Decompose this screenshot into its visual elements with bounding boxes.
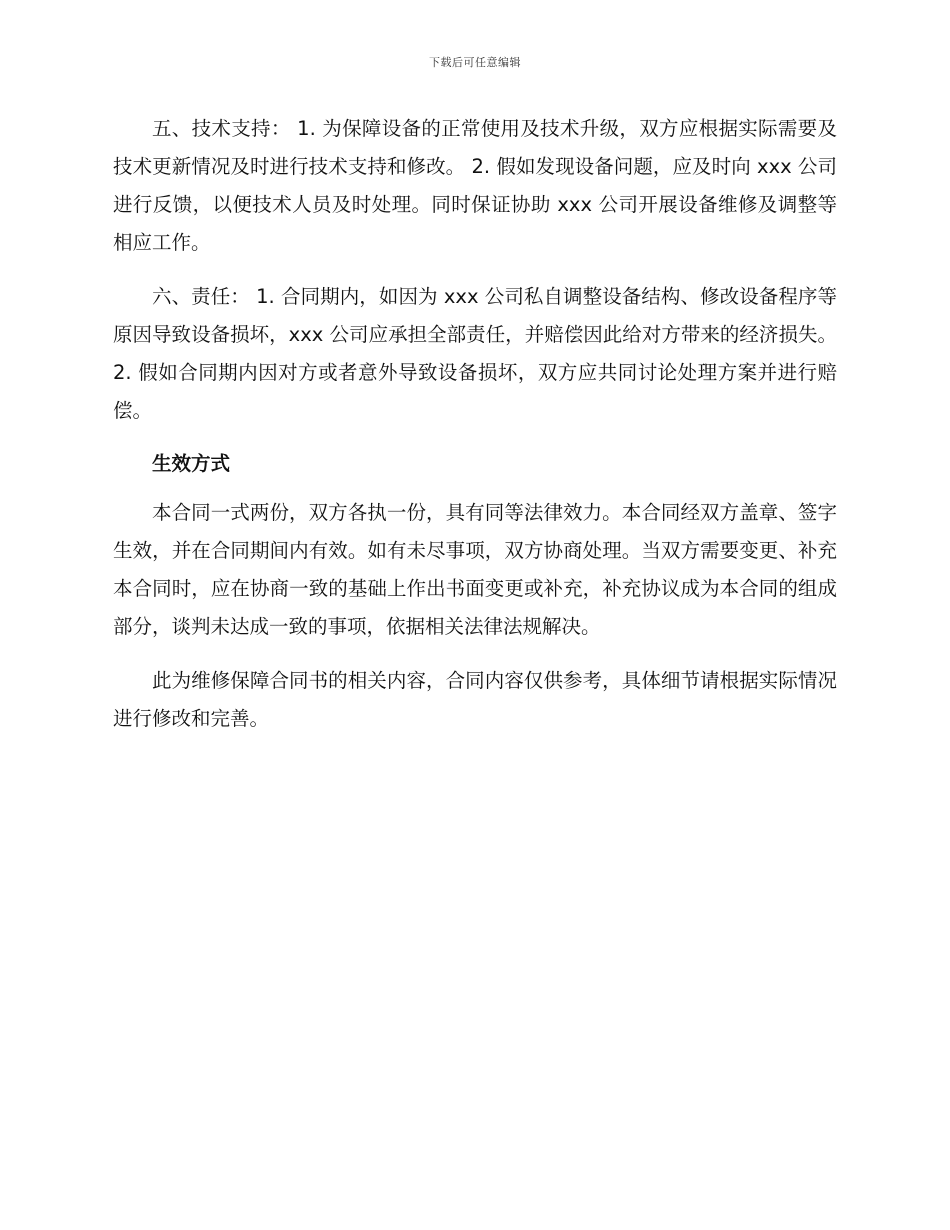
paragraph-effect-terms: 本合同一式两份，双方各执一份，具有同等法律效力。本合同经双方盖章、签字生效，并在合同期间内有效。如有未尽事项，双方协商处理。当双方需要变更、补充本合同时，应在协商一致的基础上作出书面变更或补充，补充协议成为本合同的组成部分，谈判未达成一致的事项，依据相关法律法规解决。 xyxy=(113,501,837,638)
paragraph-closing-note: 此为维修保障合同书的相关内容，合同内容仅供参考，具体细节请根据实际情况进行修改和完善。 xyxy=(113,669,837,730)
document-body xyxy=(113,110,837,754)
header-note: 下载后可任意编辑 xyxy=(429,56,521,69)
section-heading-effect: 生效方式 xyxy=(152,452,231,475)
paragraph-responsibility: 六、责任： 1. 合同期内，如因为 xxx 公司私自调整设备结构、修改设备程序等原因导致设备损坏，xxx 公司应承担全部责任，并赔偿因此给对方带来的经济损失。 2. 假如合同期内因对方或者意外导致设备损坏，双方应共同讨论处理方案并进行赔偿。 xyxy=(113,285,837,422)
paragraph-technical-support: 五、技术支持： 1. 为保障设备的正常使用及技术升级，双方应根据实际需要及技术更新情况及时进行技术支持和修改。 2. 假如发现设备问题，应及时向 xxx 公司进行反馈，以便技术人员及时处理。同时保证协助 xxx 公司开展设备维修及调整等相应工作。 xyxy=(113,117,837,254)
